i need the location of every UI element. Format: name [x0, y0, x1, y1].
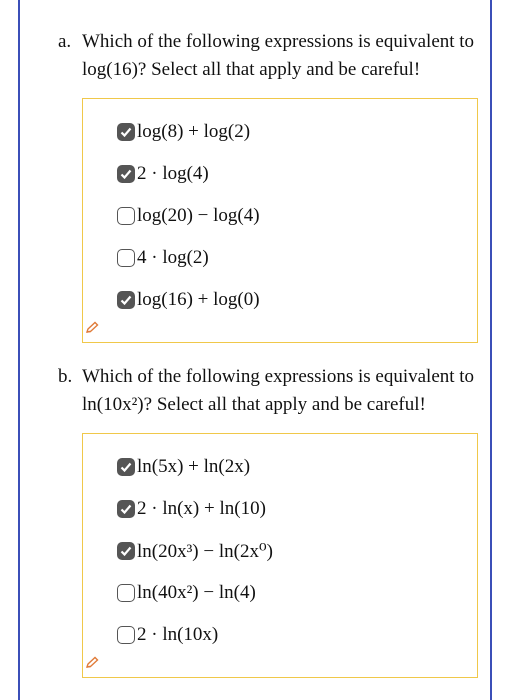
option-label: 4 · log(2) [137, 247, 209, 268]
option-label: ln(20x³) − ln(2x⁰) [137, 540, 273, 562]
checkbox-checked-icon[interactable] [117, 458, 135, 476]
option-label: log(16) + log(0) [137, 289, 260, 310]
option-label: ln(40x²) − ln(4) [137, 582, 256, 603]
checkbox-empty-icon[interactable] [117, 626, 135, 644]
option-b-5[interactable] [117, 622, 218, 648]
checkbox-checked-icon[interactable] [117, 291, 135, 309]
option-label: ln(5x) + ln(2x) [137, 456, 251, 477]
question-a-letter: a. [58, 31, 72, 52]
option-a-3[interactable] [117, 203, 260, 229]
question-b-text: Which of the following expressions is equivalent to ln(10x²)? Select all that apply and be careful! [82, 366, 475, 415]
option-b-2[interactable] [117, 496, 266, 522]
checkbox-empty-icon[interactable] [117, 207, 135, 225]
option-label: 2 · ln(x) + ln(10) [137, 498, 266, 519]
checkbox-checked-icon[interactable] [117, 542, 135, 560]
option-b-3[interactable] [117, 538, 273, 564]
checkbox-checked-icon[interactable] [117, 123, 135, 141]
checkbox-checked-icon[interactable] [117, 500, 135, 518]
checkbox-empty-icon[interactable] [117, 584, 135, 602]
question-a-text: Which of the following expressions is equivalent to log(16)? Select all that apply and be careful! [82, 31, 475, 80]
answer-box-a [82, 98, 478, 343]
option-b-4[interactable] [117, 580, 256, 606]
pencil-icon[interactable] [85, 321, 99, 335]
option-a-4[interactable] [117, 245, 209, 271]
checkbox-checked-icon[interactable] [117, 165, 135, 183]
option-label: 2 · ln(10x) [137, 624, 219, 645]
option-label: log(20) − log(4) [137, 205, 260, 226]
checkbox-empty-icon[interactable] [117, 249, 135, 267]
question-b-letter: b. [58, 366, 73, 387]
answer-box-b [82, 433, 478, 678]
option-label: log(8) + log(2) [137, 121, 251, 142]
option-a-2[interactable] [117, 161, 209, 187]
option-a-1[interactable] [117, 119, 250, 145]
option-a-5[interactable] [117, 287, 260, 313]
option-b-1[interactable] [117, 454, 250, 480]
pencil-icon[interactable] [85, 656, 99, 670]
option-label: 2 · log(4) [137, 163, 209, 184]
